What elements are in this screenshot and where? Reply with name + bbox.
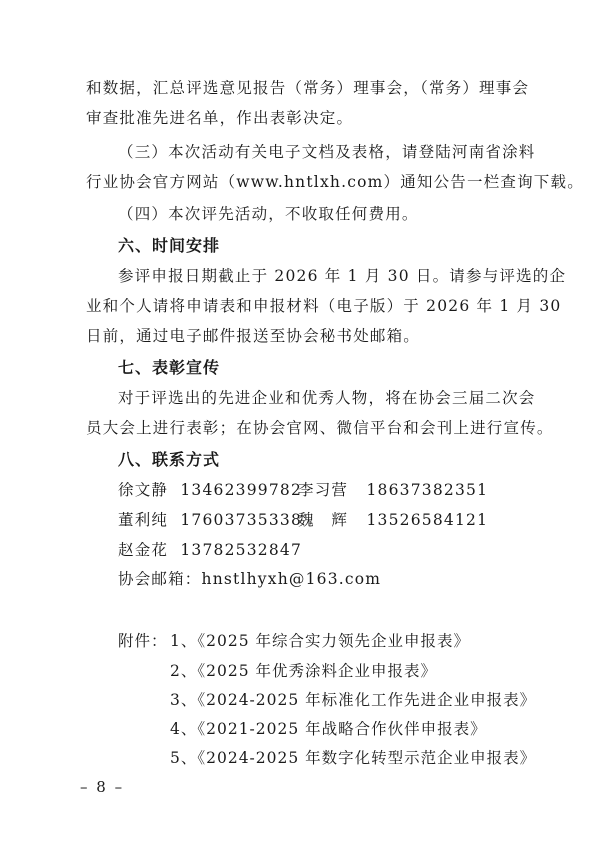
contact-name: 董利纯 bbox=[118, 511, 169, 529]
page-number: – 8 – bbox=[80, 778, 125, 796]
contact-entry bbox=[118, 540, 302, 560]
contact-entry bbox=[118, 480, 302, 500]
contact-email bbox=[118, 569, 381, 589]
contact-name: 赵金花 bbox=[118, 541, 169, 559]
contact-phone: 13782532847 bbox=[180, 541, 303, 559]
contact-entry bbox=[118, 510, 302, 530]
contact-phone: 13526584121 bbox=[366, 511, 489, 529]
attachments-label: 附件： bbox=[118, 632, 168, 650]
paragraph-line: （三）本次活动有关电子文档及表格，请登陆河南省涂料 bbox=[118, 143, 536, 161]
contact-phone: 18637382351 bbox=[366, 481, 489, 499]
contact-name: 魏 辉 bbox=[298, 511, 349, 529]
paragraph-line: 行业协会官方网站（www.hntlxh.com）通知公告一栏查询下载。 bbox=[86, 173, 584, 191]
attachment-item: 2、《2025 年优秀涂料企业申报表》 bbox=[170, 662, 437, 680]
paragraph-line: 参评申报日期截止于 2026 年 1 月 30 日。请参与评选的企 bbox=[118, 267, 567, 285]
contact-entry bbox=[298, 510, 488, 530]
section-heading-schedule: 六、时间安排 bbox=[118, 236, 221, 255]
attachment-item: 1、《2025 年综合实力领先企业申报表》 bbox=[170, 632, 470, 650]
attachment-item: 3、《2024-2025 年标准化工作先进企业申报表》 bbox=[170, 691, 537, 709]
attachment-item: 5、《2024-2025 年数字化转型示范企业申报表》 bbox=[170, 749, 537, 767]
email-address: hnstlhyxh@163.com bbox=[201, 570, 382, 588]
paragraph-line: 日前，通过电子邮件报送至协会秘书处邮箱。 bbox=[86, 327, 421, 345]
contact-phone: 17603735338 bbox=[180, 511, 303, 529]
paragraph-line: 审查批准先进名单，作出表彰决定。 bbox=[86, 109, 354, 127]
paragraph-line: 员大会上进行表彰；在协会官网、微信平台和会刊上进行宣传。 bbox=[86, 419, 554, 437]
section-heading-contact: 八、联系方式 bbox=[118, 450, 221, 469]
email-label: 协会邮箱： bbox=[118, 570, 202, 588]
paragraph-line: 业和个人请将申请表和申报材料（电子版）于 2026 年 1 月 30 bbox=[86, 297, 562, 315]
contact-entry bbox=[298, 480, 488, 500]
contact-phone: 13462399782 bbox=[180, 481, 303, 499]
attachment-item: 4、《2021-2025 年战略合作伙伴申报表》 bbox=[170, 720, 487, 738]
contact-name: 徐文静 bbox=[118, 481, 169, 499]
section-heading-commendation: 七、表彰宣传 bbox=[118, 358, 221, 377]
contact-name: 李习营 bbox=[298, 481, 349, 499]
paragraph-line: 和数据，汇总评选意见报告（常务）理事会，（常务）理事会 bbox=[86, 79, 530, 97]
paragraph-line: （四）本次评先活动，不收取任何费用。 bbox=[118, 205, 419, 223]
paragraph-line: 对于评选出的先进企业和优秀人物，将在协会三届二次会 bbox=[118, 389, 536, 407]
